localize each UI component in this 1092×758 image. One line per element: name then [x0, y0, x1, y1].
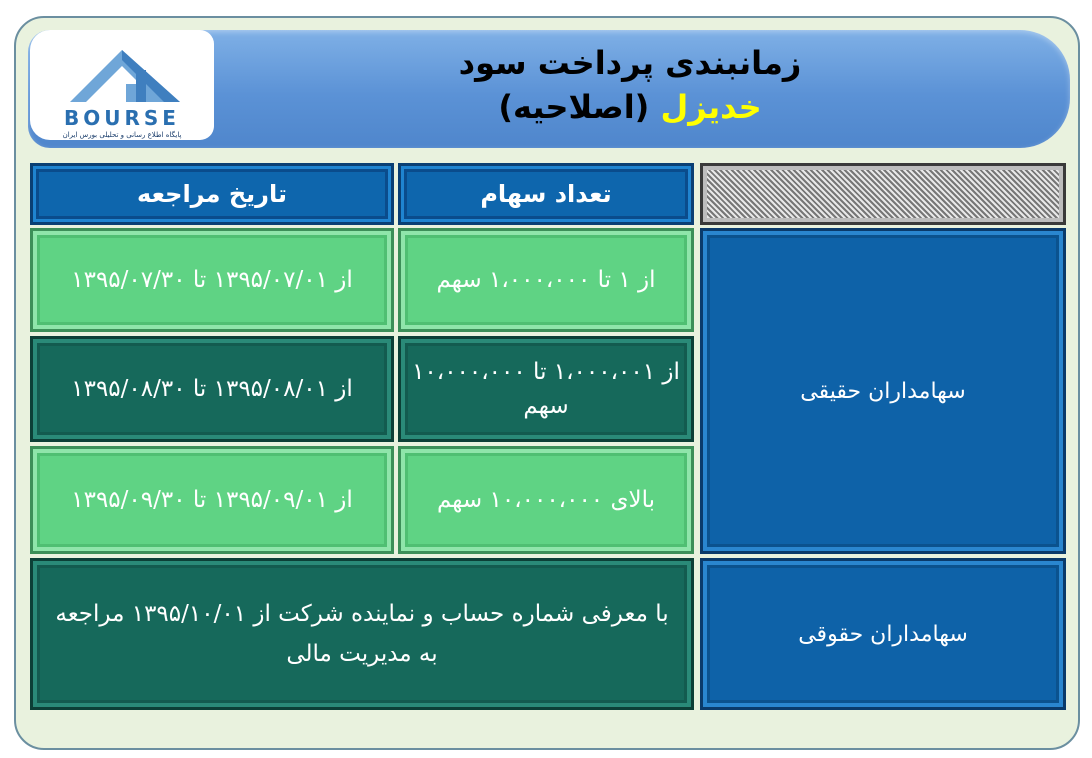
shares-cell-1: از ۱ تا ۱،۰۰۰،۰۰۰ سهم: [398, 228, 694, 332]
date-column-header: تاریخ مراجعه: [30, 163, 394, 225]
bourse-logo-icon: [30, 30, 214, 140]
page-subtitle: [300, 88, 960, 126]
svg-text:پایگاه اطلاع رسانی و تحلیلی بو: پایگاه اطلاع رسانی و تحلیلی بورس ایران: [62, 131, 182, 139]
page-title: زمانبندی پرداخت سود: [458, 44, 802, 82]
company-name: خدیزل: [660, 88, 762, 126]
shares-column-header: تعداد سهام: [398, 163, 694, 225]
shares-cell-2: از ۱،۰۰۰،۰۰۱ تا ۱۰،۰۰۰،۰۰۰ سهم: [398, 336, 694, 442]
legal-instructions-cell: با معرفی شماره حساب و نماینده شرکت از ۱۳۹۵/۱۰/۰۱ مراجعه به مدیریت مالی: [30, 558, 694, 710]
corner-header-cell: [700, 163, 1066, 225]
shares-cell-3: بالای ۱۰،۰۰۰،۰۰۰ سهم: [398, 446, 694, 554]
date-cell-2: از ۱۳۹۵/۰۸/۰۱ تا ۱۳۹۵/۰۸/۳۰: [30, 336, 394, 442]
legal-shareholders-cell: سهامداران حقوقی: [700, 558, 1066, 710]
bourse-logo: [30, 30, 214, 140]
date-cell-3: از ۱۳۹۵/۰۹/۰۱ تا ۱۳۹۵/۰۹/۳۰: [30, 446, 394, 554]
date-cell-1: از ۱۳۹۵/۰۷/۰۱ تا ۱۳۹۵/۰۷/۳۰: [30, 228, 394, 332]
svg-text:BOURSE: BOURSE: [64, 106, 180, 130]
amendment-label: (اصلاحیه): [498, 88, 650, 126]
individual-shareholders-cell: سهامداران حقیقی: [700, 228, 1066, 554]
